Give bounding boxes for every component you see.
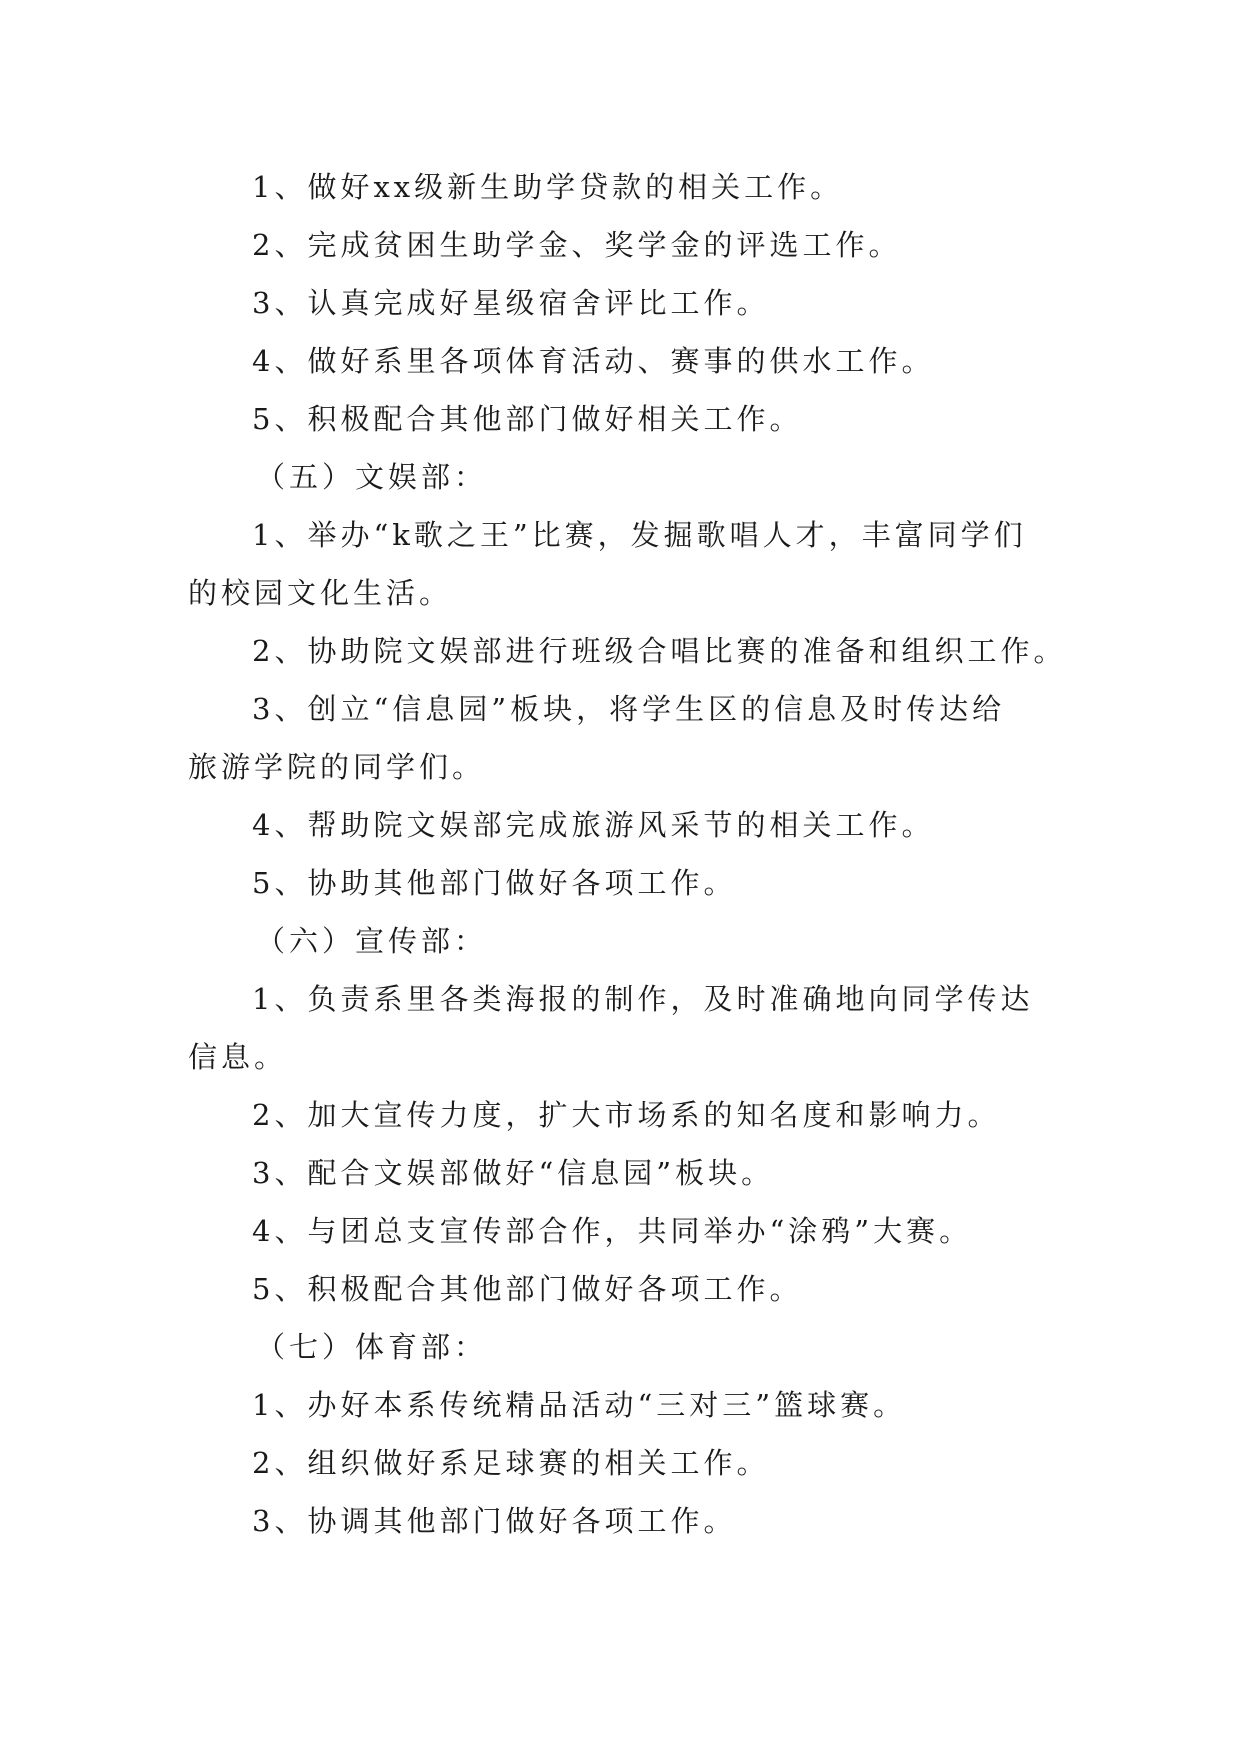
list-item: 5、积极配合其他部门做好相关工作。 <box>252 402 803 436</box>
list-item: 5、积极配合其他部门做好各项工作。 <box>252 1272 803 1306</box>
list-item: 2、完成贫困生助学金、奖学金的评选工作。 <box>252 228 902 262</box>
section-heading-wenyu: （五）文娱部： <box>256 460 488 494</box>
list-item-continuation: 旅游学院的同学们。 <box>188 750 486 784</box>
section-heading-tiyu: （七）体育部： <box>256 1330 488 1364</box>
list-item: 4、帮助院文娱部完成旅游风采节的相关工作。 <box>252 808 935 842</box>
list-item: 1、做好xx级新生助学贷款的相关工作。 <box>252 170 844 204</box>
list-item: 2、协助院文娱部进行班级合唱比赛的准备和组织工作。 <box>252 634 1067 668</box>
list-item: 3、协调其他部门做好各项工作。 <box>252 1504 737 1538</box>
list-item: 1、负责系里各类海报的制作，及时准确地向同学传达 <box>252 982 1034 1016</box>
document-body <box>188 158 1078 1550</box>
list-item: 1、举办“k歌之王”比赛，发掘歌唱人才，丰富同学们 <box>252 518 1027 552</box>
list-item-continuation: 信息。 <box>188 1040 288 1074</box>
list-item: 4、做好系里各项体育活动、赛事的供水工作。 <box>252 344 935 378</box>
list-item: 1、办好本系传统精品活动“三对三”篮球赛。 <box>252 1388 907 1422</box>
list-item: 5、协助其他部门做好各项工作。 <box>252 866 737 900</box>
section-heading-xuanchuan: （六）宣传部： <box>256 924 488 958</box>
list-item: 4、与团总支宣传部合作，共同举办“涂鸦”大赛。 <box>252 1214 973 1248</box>
list-item: 2、加大宣传力度，扩大市场系的知名度和影响力。 <box>252 1098 1001 1132</box>
list-item: 3、认真完成好星级宿舍评比工作。 <box>252 286 770 320</box>
list-item-continuation: 的校园文化生活。 <box>188 576 453 610</box>
list-item: 2、组织做好系足球赛的相关工作。 <box>252 1446 770 1480</box>
list-item: 3、配合文娱部做好“信息园”板块。 <box>252 1156 775 1190</box>
list-item: 3、创立“信息园”板块，将学生区的信息及时传达给 <box>252 692 1006 726</box>
